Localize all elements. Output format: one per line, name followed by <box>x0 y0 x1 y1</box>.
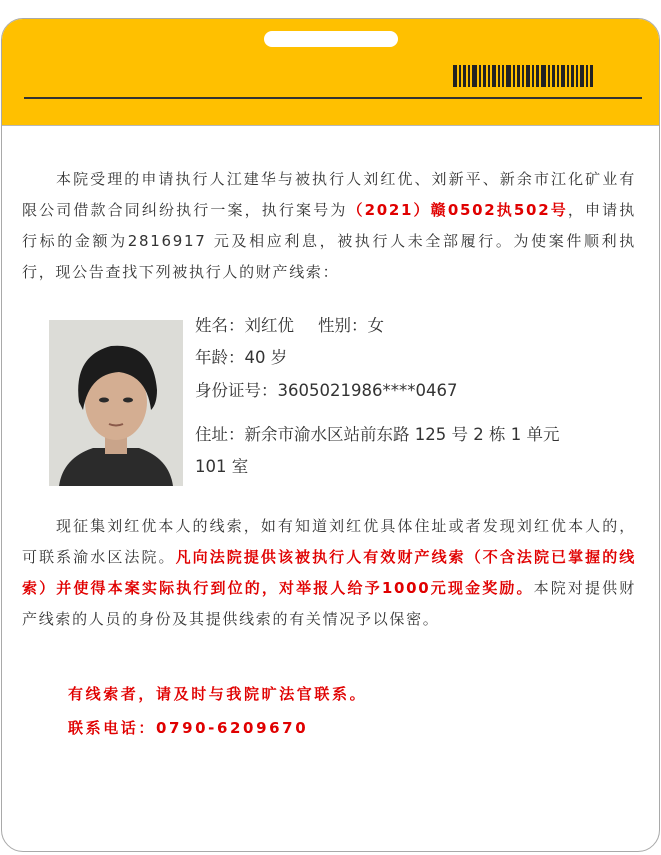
person-name-row <box>195 314 384 338</box>
person-id-row <box>195 379 457 403</box>
notice-card <box>1 18 660 852</box>
barcode-icon <box>453 65 593 87</box>
id-value: 3605021986****0467 <box>277 381 458 400</box>
contact-notice: 有线索者，请及时与我院旷法官联系。 <box>68 685 368 703</box>
address-value-2: 101 室 <box>195 457 249 476</box>
lanyard-slot <box>264 31 398 47</box>
header-rule <box>24 97 642 99</box>
request-text: 现征集刘红优本人的线索，如有知道刘红优具体住址或者发现刘红优本人的，可联系渝水区法院。 <box>22 517 636 566</box>
person-photo <box>49 320 183 486</box>
case-number: （2021）赣0502执502号 <box>347 201 568 219</box>
card-header <box>2 19 659 126</box>
contact-phone: 联系电话：0790-6209670 <box>68 719 309 737</box>
name-label: 姓名： <box>195 316 245 335</box>
reward-paragraph <box>22 511 636 635</box>
intro-text-cont: ，申请执行标的金额为2816917 元及相应利息，被执行人未全部履行。为使案件顺利执行，现公告查找下列被执行人的财产线索： <box>22 201 636 281</box>
age-label: 年龄： <box>195 348 245 367</box>
name-value: 刘红优 <box>244 316 294 335</box>
intro-paragraph <box>22 164 636 288</box>
gender-value: 女 <box>367 316 384 335</box>
confidential-text: 本院对提供财产线索的人员的身份及其提供线索的有关情况予以保密。 <box>22 579 636 628</box>
age-value: 40 岁 <box>244 348 288 367</box>
gender-label: 性别： <box>318 316 368 335</box>
person-age-row <box>195 346 287 370</box>
id-label: 身份证号： <box>195 381 278 400</box>
person-address-row-2 <box>195 455 248 479</box>
person-address-row <box>195 423 559 447</box>
address-value: 新余市渝水区站前东路 125 号 2 栋 1 单元 <box>244 425 560 444</box>
reward-text: 凡向法院提供该被执行人有效财产线索（不含法院已掌握的线索）并使得本案实际执行到位的，对举报人给予1000元现金奖励。 <box>22 548 636 597</box>
intro-text: 本院受理的申请执行人江建华与被执行人刘红优、刘新平、新余市江化矿业有限公司借款合同纠纷执行一案，执行案号为 <box>22 170 636 219</box>
address-label: 住址： <box>195 425 245 444</box>
